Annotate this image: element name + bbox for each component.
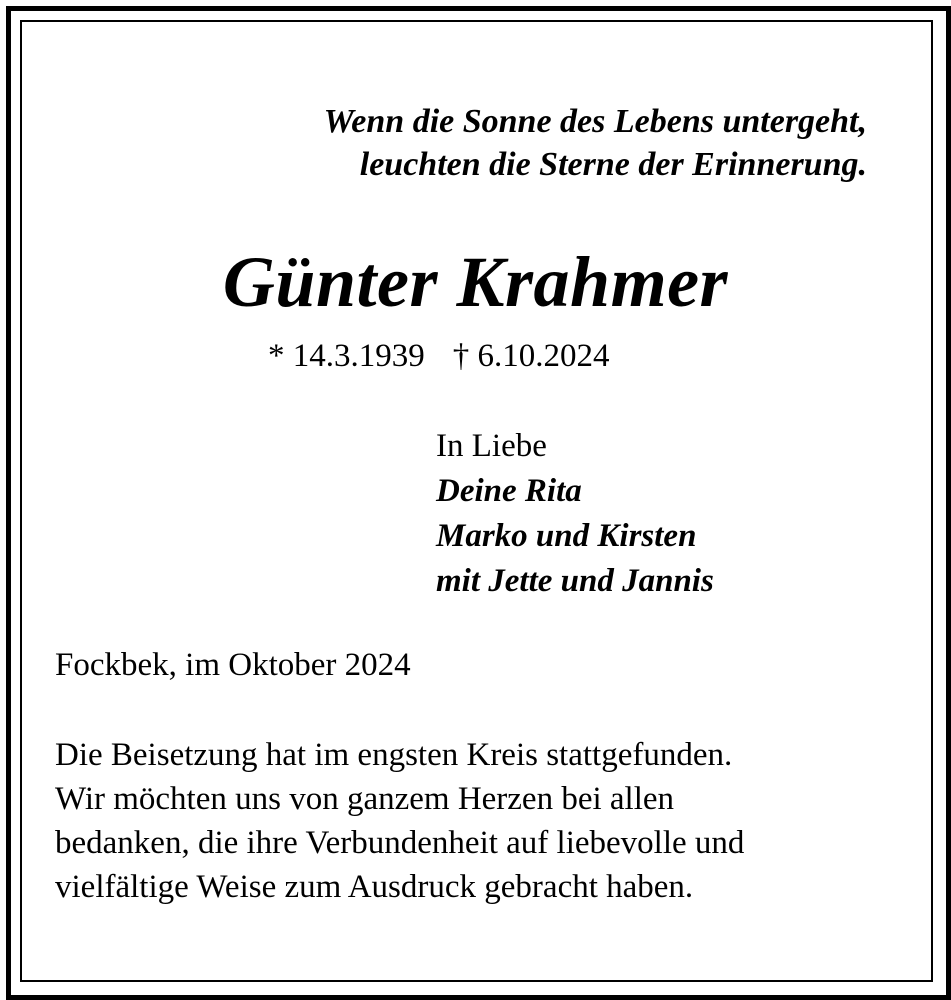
mourner-line: Deine Rita (436, 473, 582, 509)
birth-date: * 14.3.1939 (268, 338, 425, 374)
mourners-block (436, 424, 714, 604)
mourner-line: Marko und Kirsten (436, 518, 697, 554)
notice-line: Die Beisetzung hat im engsten Kreis stattgefunden. (55, 737, 733, 773)
death-date: † 6.10.2024 (452, 338, 610, 374)
notice-line: Wir möchten uns von ganzem Herzen bei allen (55, 781, 675, 817)
life-dates (268, 336, 610, 376)
place-date: Fockbek, im Oktober 2024 (55, 647, 411, 683)
deceased-name: Günter Krahmer (222, 242, 729, 322)
funeral-notice (55, 733, 744, 909)
mourner-line: mit Jette und Jannis (436, 563, 714, 599)
notice-line: vielfältige Weise zum Ausdruck gebracht haben. (55, 869, 694, 905)
mourners-intro: In Liebe (436, 428, 547, 464)
epigraph-quote (324, 100, 867, 186)
quote-line-2: leuchten die Sterne der Erinnerung. (359, 146, 867, 183)
quote-line-1: Wenn die Sonne des Lebens untergeht, (323, 103, 867, 140)
notice-line: bedanken, die ihre Verbundenheit auf liebevolle und (55, 825, 745, 861)
